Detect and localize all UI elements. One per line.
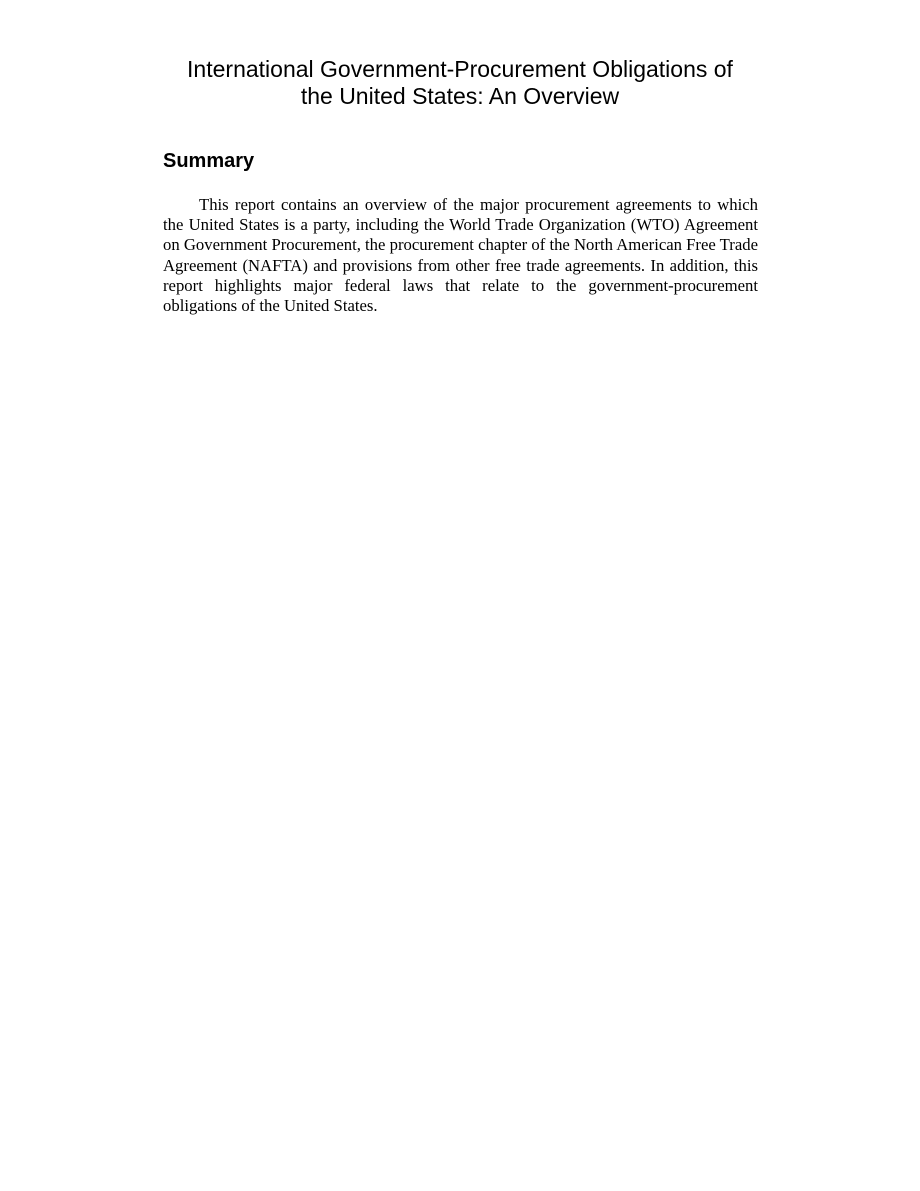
summary-paragraph: This report contains an overview of the major procurement agreements to which the United States is a party, including the World Trade Organization (WTO) Agreement on Government Procurement, the procurement chapter of the North American Free Trade Agreement (NAFTA) and provisions from other free trade agreements. In addition, this report highlights major federal laws that relate to the government-procurement obligations of the United States.: [163, 195, 758, 316]
document-title-line-1: International Government-Procurement Obligations of: [187, 56, 733, 82]
document-title: [150, 56, 770, 110]
document-title-line-2: the United States: An Overview: [300, 83, 620, 109]
summary-heading: Summary: [163, 150, 255, 172]
